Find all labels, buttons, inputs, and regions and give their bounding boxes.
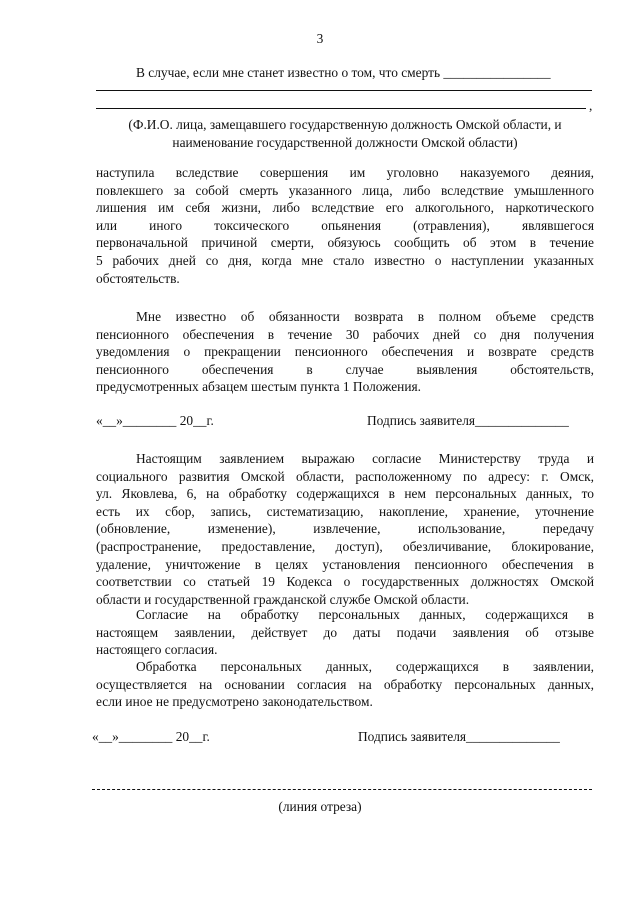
paragraph-line: пенсионного обеспечения в случае выявления обстоятельств, [96, 361, 594, 377]
fio-caption-line: наименование государственной должности Омской области) [172, 134, 518, 150]
fio-trailing-comma: , [589, 98, 593, 113]
paragraph-line: Согласие на обработку персональных данных, содержащихся в [136, 607, 594, 622]
paragraph-line: Настоящим заявлением выражаю согласие Министерству труда и [136, 451, 594, 466]
intro-line: В случае, если мне станет известно о том, что смерть ________________ [136, 65, 551, 80]
paragraph-line: удаление, уничтожение в целях установления пенсионного обеспечения в [96, 556, 594, 572]
fio-blank-line-2 [96, 108, 586, 109]
page-number: 3 [316, 31, 324, 46]
paragraph-line: если иное не предусмотрено законодательством. [96, 694, 373, 710]
paragraph-line: Мне известно об обязанности возврата в полном объеме средств [136, 309, 594, 324]
paragraph-line: есть их сбор, запись, систематизацию, накопление, хранение, уточнение [96, 503, 594, 519]
paragraph-line: (обновление, изменение), извлечение, использование, передачу [96, 521, 594, 537]
fio-blank-line-1 [96, 90, 592, 91]
paragraph-line: пенсионного обеспечения в течение 30 рабочих дней со дня получения [96, 326, 594, 342]
paragraph-line: наступила вследствие совершения им уголовно наказуемого деяния, [96, 165, 594, 180]
paragraph-consent-validity [96, 606, 594, 659]
paragraph-line: ул. Яковлева, 6, на обработку содержащихся в нем персональных данных, то [96, 486, 594, 502]
fio-caption-line: (Ф.И.О. лица, замещавшего государственную должность Омской области, и [128, 117, 562, 132]
paragraph-consent [96, 450, 594, 608]
signature-label-1: Подпись заявителя______________ [367, 413, 569, 428]
paragraph-line: осуществляется на основании согласия на обработку персональных данных, [96, 676, 594, 692]
paragraph-line: повлекшего за собой смерть указанного лица, либо вследствие умышленного [96, 182, 594, 198]
paragraph-obligation-return [96, 308, 594, 396]
fio-caption [96, 116, 594, 151]
paragraph-line: предусмотренных абзацем шестым пункта 1 Положения. [96, 379, 422, 395]
paragraph-obligation-report [96, 164, 594, 287]
paragraph-line: или иного токсического опьянения (отравления), являвшегося [96, 217, 594, 233]
paragraph-line: области и государственной гражданской службе Омской области. [96, 591, 470, 607]
paragraph-line: (распространение, предоставление, доступ), обезличивание, блокирование, [96, 538, 594, 554]
paragraph-processing-basis [96, 658, 594, 711]
cut-line [92, 789, 592, 790]
paragraph-line: лишения им себя жизни, либо вследствие его алкогольного, наркотического [96, 200, 594, 216]
paragraph-line: соответствии со статьей 19 Кодекса о государственных должностях Омской [96, 574, 594, 590]
paragraph-line: 5 рабочих дней со дня, когда мне стало известно о наступлении указанных [96, 252, 594, 268]
cut-line-caption: (линия отреза) [278, 799, 362, 814]
paragraph-line: Обработка персональных данных, содержащихся в заявлении, [136, 659, 594, 674]
paragraph-line: первоначальной причиной смерти, обязуюсь сообщить об этом в течение [96, 235, 594, 251]
paragraph-line: уведомления о прекращении пенсионного обеспечения и возврате средств [96, 344, 594, 360]
signature-date-1: «__»________ 20__г. [96, 413, 214, 428]
paragraph-line: настоящего согласия. [96, 642, 218, 658]
signature-date-2: «__»________ 20__г. [92, 729, 210, 744]
paragraph-line: настоящем заявлении, действует до даты подачи заявления об отзыве [96, 624, 594, 640]
paragraph-line: социального развития Омской области, расположенному по адресу: г. Омск, [96, 468, 594, 484]
paragraph-line: обстоятельств. [96, 270, 180, 286]
signature-label-2: Подпись заявителя______________ [358, 729, 560, 744]
